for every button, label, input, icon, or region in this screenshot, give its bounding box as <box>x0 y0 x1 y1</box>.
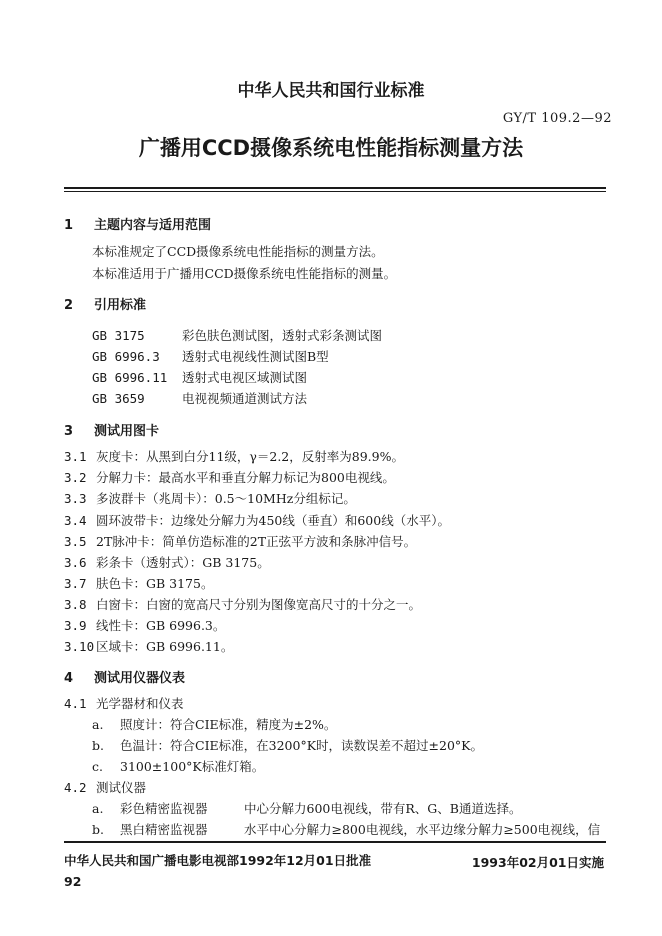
subsection-heading <box>64 694 184 712</box>
standard-code: GY/T 109.2—92 <box>502 111 612 126</box>
item-number: 3.9 <box>64 618 87 633</box>
section-4-heading <box>64 667 185 686</box>
paragraph: 本标准规定了CCD摄像系统电性能指标的测量方法。 <box>92 244 384 259</box>
reference-text: 电视视频通道测试方法 <box>182 391 308 406</box>
item-number: 3.6 <box>64 555 87 570</box>
subsection-heading <box>64 778 146 796</box>
item-text: 色温计：符合CIE标准，在3200°K时，读数误差不超过±20°K。 <box>120 738 483 753</box>
item-text: 3100±100°K标准灯箱。 <box>120 759 265 774</box>
list-item <box>92 820 600 838</box>
item-text: 2T脉冲卡：简单仿造标准的2T正弦平方波和条脉冲信号。 <box>96 534 417 549</box>
item-text: 多波群卡（兆周卡）：0.5～10MHz分组标记。 <box>96 491 356 506</box>
item-text: 线性卡：GB 6996.3。 <box>96 618 226 633</box>
list-item <box>64 489 356 507</box>
list-item <box>92 757 264 775</box>
item-text: 灰度卡：从黑到白分11级，γ＝2.2，反射率为89.9%。 <box>96 449 404 464</box>
effective-date: 1993年02月01日实施 <box>471 855 604 870</box>
item-text: 照度计：符合CIE标准，精度为±2%。 <box>120 717 337 732</box>
subsection-number: 4.2 <box>64 780 87 795</box>
section-number: 3 <box>64 424 74 439</box>
reference-text: 透射式电视区域测试图 <box>182 370 308 385</box>
paragraph: 本标准适用于广播用CCD摄像系统电性能指标的测量。 <box>92 266 397 281</box>
item-text: 分解力卡：最高水平和垂直分解力标记为800电视线。 <box>96 470 395 485</box>
section-1-heading <box>64 214 211 233</box>
approval-note: 中华人民共和国广播电影电视部1992年12月01日批准 <box>64 853 372 868</box>
reference-item <box>92 368 307 386</box>
item-number: 3.5 <box>64 534 87 549</box>
item-mark: b. <box>92 738 104 753</box>
list-item <box>64 574 213 592</box>
item-number: 3.8 <box>64 597 87 612</box>
list-item <box>64 468 395 486</box>
reference-code: GB 6996.3 <box>92 349 160 364</box>
header-rule-thin <box>64 191 606 192</box>
item-text: 白窗卡：白窗的宽高尺寸分别为图像宽高尺寸的十分之一。 <box>96 597 422 612</box>
reference-text: 彩色肤色测试图，透射式彩条测试图 <box>182 328 383 343</box>
section-3-heading <box>64 420 159 439</box>
list-item <box>64 637 233 655</box>
org-title: 中华人民共和国行业标准 <box>237 81 425 101</box>
section-number: 1 <box>64 218 74 233</box>
list-item <box>64 447 404 465</box>
item-mark: a. <box>92 717 104 732</box>
header-rule <box>64 187 606 189</box>
reference-code: GB 3175 <box>92 328 145 343</box>
subsection-title: 光学器材和仪表 <box>96 696 184 711</box>
page-number: 92 <box>64 874 82 889</box>
list-item <box>64 553 270 571</box>
reference-code: GB 6996.11 <box>92 370 168 385</box>
subsection-title: 测试仪器 <box>96 780 147 795</box>
item-text: 肤色卡：GB 3175。 <box>96 576 214 591</box>
section-title: 测试用图卡 <box>94 424 160 439</box>
section-title: 主题内容与适用范围 <box>94 218 212 233</box>
item-text: 区域卡：GB 6996.11。 <box>96 639 234 654</box>
item-text: 圆环波带卡：边缘处分解力为450线（垂直）和600线（水平）。 <box>96 513 450 528</box>
item-mark: b. <box>92 822 104 837</box>
item-number: 3.4 <box>64 513 87 528</box>
subsection-number: 4.1 <box>64 696 87 711</box>
reference-text: 透射式电视线性测试图B型 <box>182 349 329 364</box>
item-mark: a. <box>92 801 104 816</box>
section-2-heading <box>64 294 146 313</box>
item-number: 3.1 <box>64 449 87 464</box>
reference-code: GB 3659 <box>92 391 145 406</box>
list-item <box>64 511 450 529</box>
list-item <box>64 616 225 634</box>
item-number: 3.10 <box>64 639 95 654</box>
list-item <box>64 595 421 613</box>
section-number: 4 <box>64 671 74 686</box>
list-item <box>64 532 416 550</box>
list-item <box>92 736 483 754</box>
reference-item <box>92 326 382 344</box>
item-text: 中心分解力600电视线，带有R、G、B通道选择。 <box>244 801 522 816</box>
reference-item <box>92 347 329 365</box>
item-number: 3.7 <box>64 576 87 591</box>
section-number: 2 <box>64 298 74 313</box>
reference-item <box>92 389 307 407</box>
item-text: 彩条卡（透射式）：GB 3175。 <box>96 555 270 570</box>
document-title: 广播用CCD摄像系统电性能指标测量方法 <box>138 136 524 160</box>
list-item <box>92 799 521 817</box>
instrument-name: 彩色精密监视器 <box>120 801 208 816</box>
instrument-name: 黑白精密监视器 <box>120 822 208 837</box>
item-number: 3.2 <box>64 470 87 485</box>
section-title: 测试用仪器仪表 <box>94 671 186 686</box>
footer-rule <box>64 841 606 843</box>
item-number: 3.3 <box>64 491 87 506</box>
item-mark: c. <box>92 759 103 774</box>
item-text: 水平中心分解力≥800电视线，水平边缘分解力≥500电视线，信 <box>244 822 601 837</box>
list-item <box>92 715 336 733</box>
section-title: 引用标准 <box>94 298 147 313</box>
